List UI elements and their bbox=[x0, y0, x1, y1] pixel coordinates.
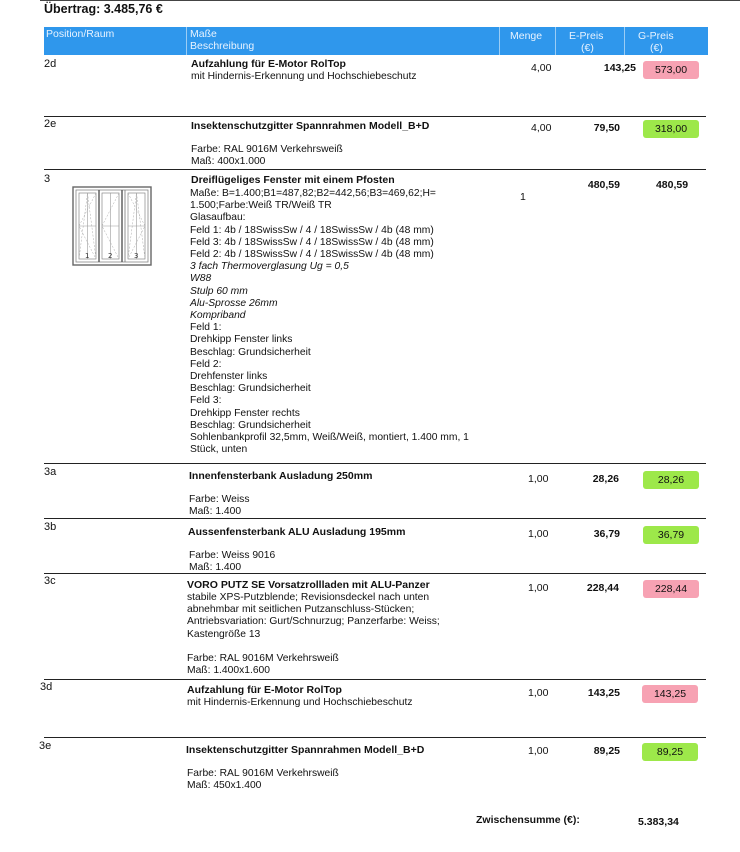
header-gpreis-unit: (€) bbox=[650, 42, 663, 54]
header-menge: Menge bbox=[510, 30, 543, 42]
item-title: Dreiflügeliges Fenster mit einem Pfosten bbox=[191, 174, 395, 186]
window-field-label: 3 bbox=[134, 252, 139, 260]
item-total-price: 480,59 bbox=[655, 179, 689, 191]
position-label: 3e bbox=[39, 740, 52, 752]
item-description: mit Hindernis-Erkennung und Hochschiebeschutz bbox=[187, 697, 413, 708]
item-unit-price: 480,59 bbox=[587, 179, 620, 191]
header-divider bbox=[499, 27, 500, 55]
item-description: Farbe: Weiss bbox=[189, 494, 250, 505]
item-unit-price: 89,25 bbox=[593, 745, 620, 757]
subtotal-label: Zwischensumme (€): bbox=[476, 814, 580, 826]
subtotal-value: 5.383,34 bbox=[638, 816, 679, 828]
item-quantity: 1 bbox=[520, 191, 526, 203]
position-label: 2d bbox=[44, 58, 57, 70]
header-gpreis: G-Preis bbox=[638, 30, 674, 42]
row-divider bbox=[44, 679, 706, 680]
item-title: Innenfensterbank Ausladung 250mm bbox=[189, 470, 373, 482]
row-divider bbox=[44, 573, 706, 574]
header-divider bbox=[624, 27, 625, 55]
header-masse: Maße bbox=[190, 28, 217, 40]
item-total-price: 36,79 bbox=[643, 526, 699, 544]
position-label: 3 bbox=[44, 173, 51, 185]
item-total-price: 143,25 bbox=[642, 685, 698, 703]
item-description: stabile XPS-Putzblende; Revisionsdeckel nach unten abnehmbar mit seitlichen Putzanschluss-Stücken; Antriebsvariation: Gurt/Schnurzug; Panzerfarbe: Weiss; Kastengröße 13 bbox=[187, 592, 440, 640]
header-divider bbox=[186, 27, 187, 55]
item-description: Maß: 1.400 bbox=[189, 506, 242, 517]
top-border-line bbox=[40, 0, 740, 1]
row-divider bbox=[44, 518, 706, 519]
item-total-price: 89,25 bbox=[642, 743, 698, 761]
item-quantity: 1,00 bbox=[528, 687, 549, 699]
item-quantity: 1,00 bbox=[528, 473, 549, 485]
table-header bbox=[44, 27, 708, 55]
item-unit-price: 143,25 bbox=[587, 687, 620, 699]
item-title: Aussenfensterbank ALU Ausladung 195mm bbox=[188, 526, 406, 538]
item-quantity: 1,00 bbox=[528, 582, 549, 594]
header-epreis-unit: (€) bbox=[581, 42, 594, 54]
item-total-price: 228,44 bbox=[643, 580, 699, 598]
row-divider bbox=[44, 169, 706, 170]
row-divider bbox=[44, 737, 706, 738]
position-label: 3d bbox=[40, 681, 53, 693]
item-description: Maße: B=1.400;B1=487,82;B2=442,56;B3=469,62;H= 1.500;Farbe:Weiß TR/Weiß TR Glasaufbau: Feld 1: 4b / 18SwissSw / 4 / 18SwissSw / 4b (48 mm) Feld 3: 4b / 18SwissSw / 4 / 18SwissSw / 4b (48 mm) Feld 2: 4b / 18SwissSw / 4 / 18SwissSw / 4b (48 mm) 3 fach Thermoverglasung Ug = 0,5 W88 Stulp 60 mm Alu-Sprosse 26mm Kompriband Feld 1: Drehkipp Fenster links Beschlag: Grundsicherheit Feld 2: Drehfenster links Beschlag: Grundsicherheit Feld 3: Drehkipp Fenster rechts Beschlag: Grundsicherheit Sohlenbankprofil 32,5mm, Weiß/Weiß, montiert, 1.400 mm, 1 Stück, unten bbox=[190, 188, 469, 456]
position-label: 3a bbox=[44, 466, 57, 478]
header-epreis: E-Preis bbox=[569, 30, 604, 42]
item-title: Insektenschutzgitter Spannrahmen Modell_B+D bbox=[191, 120, 430, 132]
carry-over-amount: Übertrag: 3.485,76 € bbox=[44, 2, 163, 16]
window-field-label: 2 bbox=[108, 252, 113, 260]
item-quantity: 4,00 bbox=[531, 122, 552, 134]
window-drawing bbox=[72, 186, 152, 266]
item-quantity: 4,00 bbox=[531, 62, 552, 74]
item-title: Insektenschutzgitter Spannrahmen Modell_B+D bbox=[186, 744, 425, 756]
item-total-price: 28,26 bbox=[643, 471, 699, 489]
item-title: Aufzahlung für E-Motor RolTop bbox=[187, 684, 342, 696]
item-title: VORO PUTZ SE Vorsatzrollladen mit ALU-Panzer bbox=[187, 579, 430, 591]
header-position: Position/Raum bbox=[46, 28, 115, 40]
row-divider bbox=[44, 116, 706, 117]
item-description: Farbe: RAL 9016M Verkehrsweiß bbox=[191, 144, 343, 155]
position-label: 2e bbox=[44, 118, 57, 130]
header-divider bbox=[555, 27, 556, 55]
item-unit-price: 36,79 bbox=[593, 528, 620, 540]
item-description: Farbe: RAL 9016M Verkehrsweiß Maß: 1.400x1.600 bbox=[187, 653, 339, 677]
header-beschreibung: Beschreibung bbox=[190, 40, 255, 52]
item-description: Maß: 400x1.000 bbox=[191, 156, 266, 167]
item-description: Farbe: Weiss 9016 bbox=[189, 550, 276, 561]
item-unit-price: 228,44 bbox=[586, 582, 619, 594]
item-unit-price: 28,26 bbox=[592, 473, 619, 485]
item-total-price: 318,00 bbox=[643, 120, 699, 138]
item-total-price: 573,00 bbox=[643, 61, 699, 79]
item-quantity: 1,00 bbox=[528, 528, 549, 540]
item-quantity: 1,00 bbox=[528, 745, 549, 757]
item-description: Maß: 1.400 bbox=[189, 562, 242, 573]
position-label: 3b bbox=[44, 521, 57, 533]
item-description: mit Hindernis-Erkennung und Hochschiebeschutz bbox=[191, 71, 417, 82]
window-field-label: 1 bbox=[85, 252, 90, 260]
item-unit-price: 79,50 bbox=[593, 122, 620, 134]
item-unit-price: 143,25 bbox=[603, 62, 636, 74]
row-divider bbox=[44, 463, 706, 464]
item-description: Farbe: RAL 9016M Verkehrsweiß bbox=[187, 768, 339, 779]
position-label: 3c bbox=[44, 575, 56, 587]
item-title: Aufzahlung für E-Motor RolTop bbox=[191, 58, 346, 70]
item-description: Maß: 450x1.400 bbox=[187, 780, 262, 791]
